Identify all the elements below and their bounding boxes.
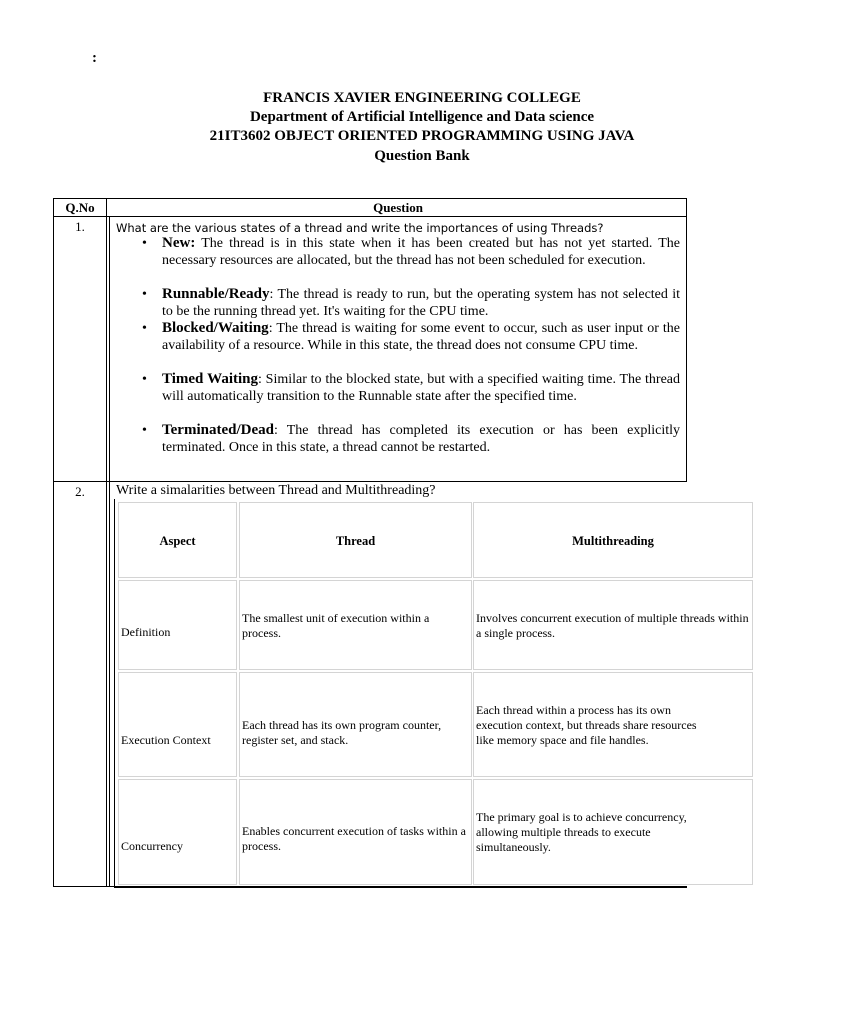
comparison-table <box>114 499 749 888</box>
question-number: 2. <box>75 484 85 499</box>
state-term: Runnable/Ready <box>162 286 270 302</box>
bullet-icon: • <box>142 321 147 336</box>
thread-cell: Each thread has its own program counter, register set, and stack. <box>239 672 472 777</box>
state-description: The thread is in this state when it has been created but has not yet started. The necessary resources are allocated, but the thread has not been scheduled for execution. <box>162 236 680 268</box>
row-divider-line <box>53 481 687 482</box>
question-number: 1. <box>75 219 85 234</box>
list-item <box>114 422 680 456</box>
col-header-question: Question <box>373 200 423 215</box>
table-header-line <box>53 216 687 217</box>
list-item <box>114 286 680 320</box>
comparison-header-thread: Thread <box>239 502 472 578</box>
multithreading-cell: Involves concurrent execution of multiple threads within a single process. <box>473 580 753 670</box>
list-item <box>114 235 680 286</box>
stray-colon: : <box>92 50 97 66</box>
col-header-qno: Q.No <box>65 200 95 215</box>
thread-cell: The smallest unit of execution within a process. <box>239 580 472 670</box>
bullet-icon: • <box>142 423 147 438</box>
table-top-line <box>53 198 687 199</box>
state-term: Blocked/Waiting <box>162 320 269 336</box>
aspect-cell: Execution Context <box>121 733 211 747</box>
qno-col-line <box>106 198 107 887</box>
qno-col-line-double <box>109 216 110 887</box>
multithreading-cell: Each thread within a process has its own execution context, but threads share resources like memory space and file handles. <box>473 672 753 777</box>
aspect-cell: Definition <box>121 625 171 639</box>
college-name: FRANCIS XAVIER ENGINEERING COLLEGE <box>263 90 581 106</box>
list-item <box>114 371 680 422</box>
state-description: : The thread is waiting for some event to occur, such as user input or the availability of a resource. While in this state, the thread does not consume CPU time. <box>162 321 680 353</box>
multithreading-cell: The primary goal is to achieve concurrency, allowing multiple threads to execute simultaneously. <box>473 779 753 885</box>
table-row <box>118 580 237 670</box>
comparison-header-multithreading: Multithreading <box>473 502 753 578</box>
department-name: Department of Artificial Intelligence and Data science <box>249 109 595 125</box>
table-row <box>118 779 237 885</box>
document-type: Question Bank <box>374 148 470 164</box>
table-left-line <box>53 198 54 887</box>
state-term: Terminated/Dead <box>162 422 274 438</box>
state-description: : The thread is ready to run, but the operating system has not selected it to be the running thread yet. It's waiting for the CPU time. <box>162 287 680 319</box>
table-row <box>118 672 237 777</box>
state-description: : Similar to the blocked state, but with a specified waiting time. The thread will automatically transition to the Runnable state after the specified time. <box>162 372 680 404</box>
list-item <box>114 320 680 371</box>
state-description: : The thread has completed its execution or has been explicitly terminated. Once in this state, a thread cannot be restarted. <box>162 423 680 455</box>
course-title: 21IT3602 OBJECT ORIENTED PROGRAMMING USING JAVA <box>209 128 635 144</box>
bullet-icon: • <box>142 287 147 302</box>
aspect-cell: Concurrency <box>121 839 183 853</box>
question-text: What are the various states of a thread and write the importances of using Threads? <box>116 221 604 235</box>
state-term: New: <box>162 235 196 251</box>
thread-cell: Enables concurrent execution of tasks within a process. <box>239 779 472 885</box>
table-right-line <box>686 198 687 482</box>
state-term: Timed Waiting <box>162 371 258 387</box>
bullet-icon: • <box>142 236 147 251</box>
bullet-icon: • <box>142 372 147 387</box>
comparison-header-aspect: Aspect <box>118 502 237 578</box>
question-text: Write a simalarities between Thread and Multithreading? <box>116 483 436 498</box>
thread-states-list <box>114 235 680 456</box>
